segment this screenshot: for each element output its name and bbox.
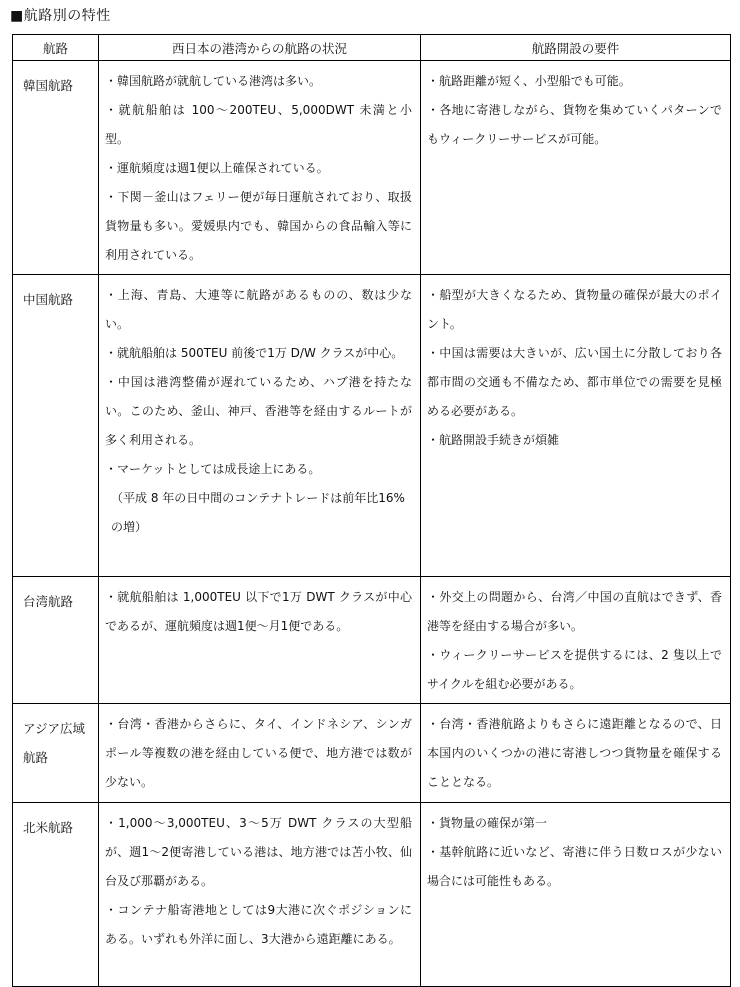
requirement-item: ・各地に寄港しながら、貨物を集めていくパターンでもウィークリーサービスが可能。 xyxy=(427,103,722,146)
route-cell xyxy=(13,803,99,987)
status-item: ・韓国航路が就航している港湾は多い。 xyxy=(105,74,322,88)
route-cell xyxy=(13,577,99,704)
status-item: ・マーケットとしては成長途上にある。 xyxy=(105,462,321,476)
table-row-north-america xyxy=(13,803,731,987)
header-status: 西日本の港湾からの航路の状況 xyxy=(99,35,421,61)
requirement-item: ・基幹航路に近いなど、寄港に伴う日数ロスが少ない場合には可能性もある。 xyxy=(427,845,722,888)
status-note: （平成 8 年の日中間のコンテナトレードは前年比16%の増） xyxy=(111,491,405,534)
status-item: ・台湾・香港からさらに、タイ、インドネシア、シンガポール等複数の港を経由している便で、地方港では数が少ない。 xyxy=(105,717,412,789)
status-item: ・中国は港湾整備が遅れているため、ハブ港を持たない。このため、釜山、神戸、香港等を経由するルートが多く利用される。 xyxy=(105,375,412,447)
requirements-cell xyxy=(421,275,731,577)
requirements-cell xyxy=(421,803,731,987)
status-item: ・就航船舶は 1,000TEU 以下で1万 DWT クラスが中心であるが、運航頻度は週1便～月1便である。 xyxy=(105,590,412,633)
requirement-item: ・台湾・香港航路よりもさらに遠距離となるので、日本国内のいくつかの港に寄港しつつ貨物量を確保することとなる。 xyxy=(427,717,722,789)
route-characteristics-table xyxy=(12,34,731,987)
status-item: ・就航船舶は 500TEU 前後で1万 D/W クラスが中心。 xyxy=(105,346,404,360)
requirement-item: ・貨物量の確保が第一 xyxy=(427,816,548,830)
requirement-item: ・ウィークリーサービスを提供するには、2 隻以上でサイクルを組む必要がある。 xyxy=(427,648,722,691)
requirements-cell xyxy=(421,577,731,704)
table-header-row xyxy=(13,35,731,61)
status-cell xyxy=(99,704,421,803)
header-requirements: 航路開設の要件 xyxy=(421,35,731,61)
document-title: ■航路別の特性 xyxy=(10,8,111,24)
status-item: ・運航頻度は週1便以上確保されている。 xyxy=(105,161,329,175)
requirement-item: ・航路開設手続きが煩雑 xyxy=(427,433,560,447)
status-item: ・コンテナ船寄港地としては9大港に次ぐポジションにある。いずれも外洋に面し、3大港から遠距離にある。 xyxy=(105,903,412,946)
route-name: 北米航路 xyxy=(23,820,74,835)
route-cell xyxy=(13,61,99,275)
header-route: 航路 xyxy=(13,35,99,61)
requirement-item: ・航路距離が短く、小型船でも可能。 xyxy=(427,74,631,88)
route-name: 台湾航路 xyxy=(23,594,74,609)
table-row-china xyxy=(13,275,731,577)
status-cell xyxy=(99,577,421,704)
requirement-item: ・船型が大きくなるため、貨物量の確保が最大のポイント。 xyxy=(427,288,722,331)
status-cell xyxy=(99,275,421,577)
table-row-korea xyxy=(13,61,731,275)
route-name: アジア広域航路 xyxy=(23,721,86,765)
table-row-asia xyxy=(13,704,731,803)
requirements-cell xyxy=(421,61,731,275)
requirements-cell xyxy=(421,704,731,803)
status-item: ・就航船舶は 100～200TEU、5,000DWT 未満と小型。 xyxy=(105,103,412,146)
requirement-item: ・外交上の問題から、台湾／中国の直航はできず、香港等を経由する場合が多い。 xyxy=(427,590,722,633)
route-cell xyxy=(13,704,99,803)
route-name: 中国航路 xyxy=(23,292,74,307)
route-cell xyxy=(13,275,99,577)
status-item: ・下関－釜山はフェリー便が毎日運航されており、取扱貨物量も多い。愛媛県内でも、韓国からの食品輸入等に利用されている。 xyxy=(105,190,412,262)
status-item: ・1,000～3,000TEU、3～5万 DWT クラスの大型船が、週1～2便寄港している港は、地方港では苫小牧、仙台及び那覇がある。 xyxy=(105,816,412,888)
status-cell xyxy=(99,61,421,275)
table-row-taiwan xyxy=(13,577,731,704)
status-cell xyxy=(99,803,421,987)
route-name: 韓国航路 xyxy=(23,78,74,93)
requirement-item: ・中国は需要は大きいが、広い国土に分散しており各都市間の交通も不備なため、都市単位での需要を見極める必要がある。 xyxy=(427,346,722,418)
status-item: ・上海、青島、大連等に航路があるものの、数は少ない。 xyxy=(105,288,412,331)
